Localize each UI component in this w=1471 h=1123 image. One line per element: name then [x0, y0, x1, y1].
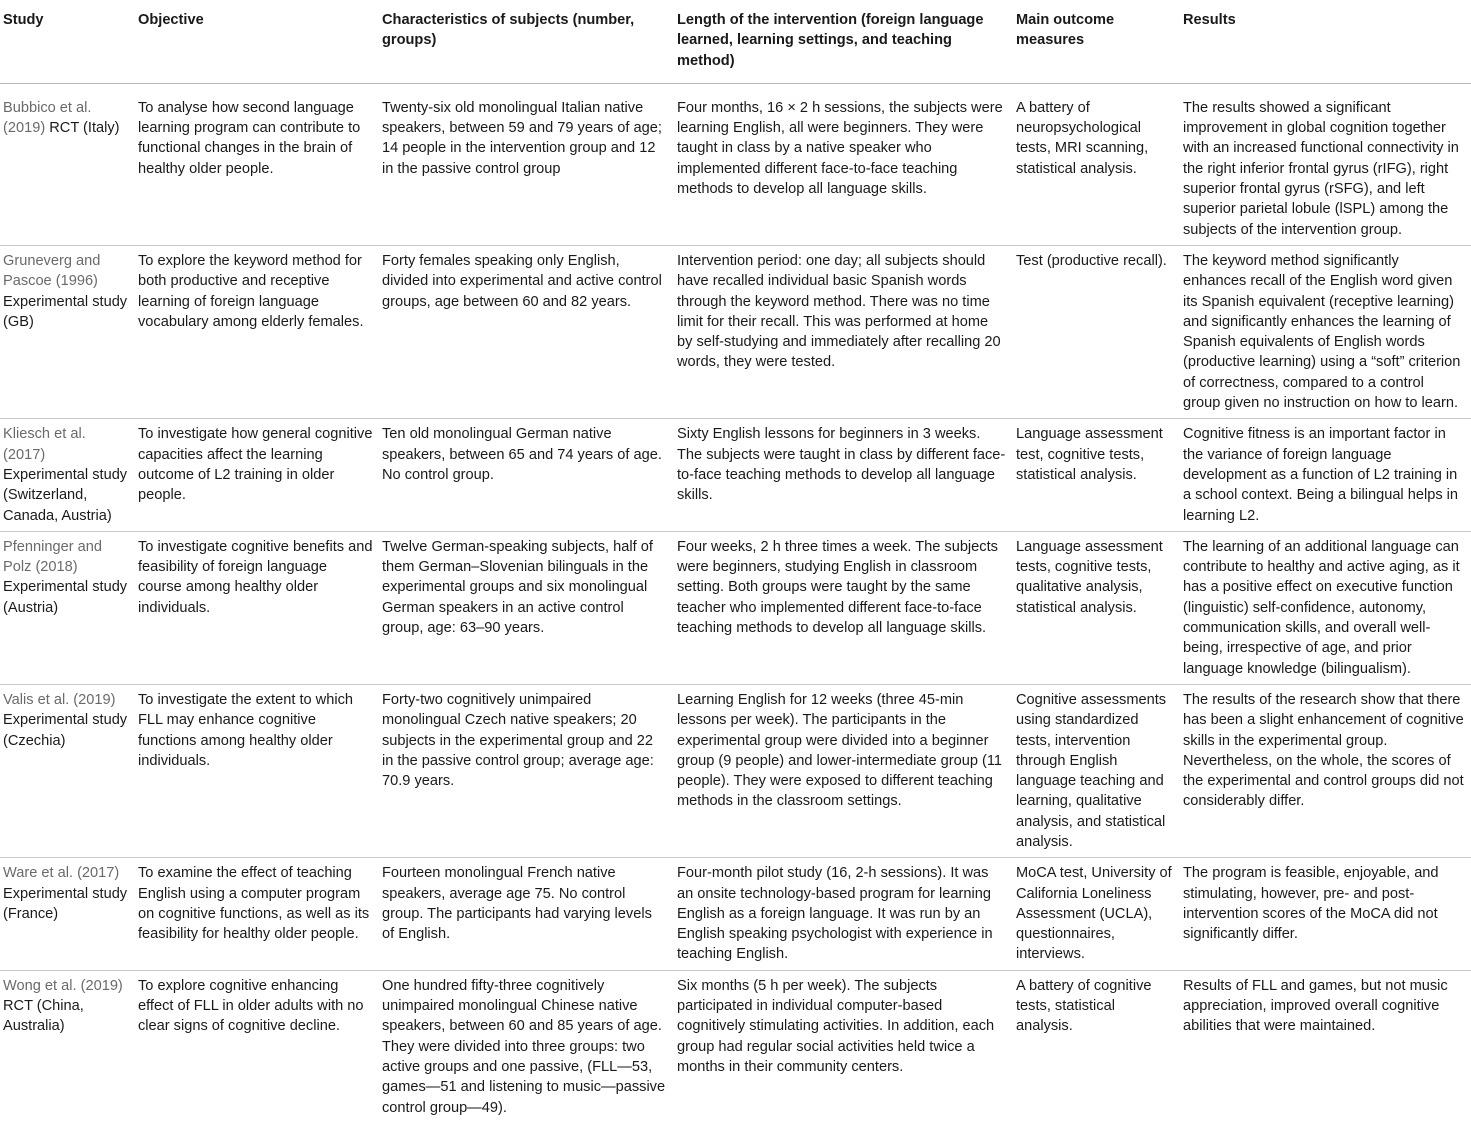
table-row [0, 419, 1471, 531]
cell-results: The results showed a significant improvement in global cognition together with an increased functional connectivity in the right inferior frontal gyrus (rIFG), right superior frontal gyrus (rSFG), and left superior parietal lobule (lSPL) among the subjects of the intervention group. [1180, 83, 1471, 245]
cell-outcome: Language assessment test, cognitive tests, statistical analysis. [1013, 419, 1180, 531]
cell-results: Cognitive fitness is an important factor in the variance of foreign language development as a function of L2 training in a school context. Being a bilingual helps in learning L2. [1180, 419, 1471, 531]
header-outcome: Main outcome measures [1013, 0, 1180, 83]
cell-study [0, 684, 135, 857]
cell-results: The keyword method significantly enhances recall of the English word given its Spanish equivalent (receptive learning) and significantly enhances the learning of Spanish equivalents of English words (productive learning) using a “soft” criterion of correctness, compared to a control group given no instruction on how to learn. [1180, 245, 1471, 418]
study-name: Bubbico et al. (2019) [3, 99, 92, 137]
study-design: Experimental study (Switzerland, Canada, Austria) [3, 466, 128, 524]
study-name: Gruneverg and Pascoe (1996) [3, 252, 101, 290]
cell-intervention: Learning English for 12 weeks (three 45-min lessons per week). The participants in the experimental group were divided into a beginner group (9 people) and lower-intermediate group (11 people). They were exposed to different teaching methods in the classroom settings. [674, 684, 1013, 857]
header-objective: Objective [135, 0, 379, 83]
cell-outcome: Cognitive assessments using standardized tests, intervention through English language teaching and learning, qualitative analysis, and statistical analysis. [1013, 684, 1180, 857]
cell-objective: To investigate cognitive benefits and feasibility of foreign language course among healthy older individuals. [135, 531, 379, 684]
cell-intervention: Intervention period: one day; all subjects should have recalled individual basic Spanish words through the keyword method. There was no time limit for their recall. This was performed at home by self-studying and immediately after recalling 20 words, they were tested. [674, 245, 1013, 418]
study-name: Pfenninger and Polz (2018) [3, 538, 102, 576]
cell-subjects: Forty females speaking only English, divided into experimental and active control groups, age between 60 and 82 years. [379, 245, 674, 418]
cell-outcome: MoCA test, University of California Loneliness Assessment (UCLA), questionnaires, interviews. [1013, 858, 1180, 970]
study-design: Experimental study (GB) [3, 293, 128, 330]
cell-objective: To analyse how second language learning program can contribute to functional changes in the brain of healthy older people. [135, 83, 379, 245]
cell-subjects: Ten old monolingual German native speakers, between 65 and 74 years of age. No control group. [379, 419, 674, 531]
cell-results: The results of the research show that there has been a slight enhancement of cognitive skills in the experimental group. Nevertheless, on the whole, the scores of the experimental and control groups did not considerably differ. [1180, 684, 1471, 857]
table-body [0, 83, 1471, 1122]
cell-study [0, 970, 135, 1123]
cell-study [0, 83, 135, 245]
cell-objective: To investigate how general cognitive capacities affect the learning outcome of L2 training in older people. [135, 419, 379, 531]
table-row [0, 245, 1471, 418]
table-row [0, 83, 1471, 245]
cell-objective: To explore the keyword method for both productive and receptive learning of foreign language vocabulary among elderly females. [135, 245, 379, 418]
cell-results: Results of FLL and games, but not music appreciation, improved overall cognitive abilities that were maintained. [1183, 977, 1448, 1035]
header-results: Results [1180, 0, 1471, 83]
cell-intervention: Six months (5 h per week). The subjects participated in individual computer-based cognitively stimulating activities. In addition, each group had regular social activities held twice a months in their community centers. [677, 977, 995, 1075]
study-design: Experimental study (France) [3, 885, 128, 922]
cell-objective: To explore cognitive enhancing effect of FLL in older adults with no clear signs of cognitive decline. [138, 977, 364, 1035]
header-intervention: Length of the intervention (foreign language learned, learning settings, and teaching method) [674, 0, 1013, 83]
cell-objective: To examine the effect of teaching English using a computer program on cognitive functions, as well as its feasibility for healthy older people. [135, 858, 379, 970]
study-name: Ware et al. (2017) [3, 865, 120, 882]
cell-outcome: Language assessment tests, cognitive tests, qualitative analysis, statistical analysis. [1013, 531, 1180, 684]
cell-intervention: Sixty English lessons for beginners in 3 weeks. The subjects were taught in class by different face-to-face teaching methods to develop all language skills. [674, 419, 1013, 531]
cell-outcome: A battery of neuropsychological tests, MRI scanning, statistical analysis. [1013, 83, 1180, 245]
table-row [0, 684, 1471, 857]
cell-subjects: Twenty-six old monolingual Italian native speakers, between 59 and 79 years of age; 14 people in the intervention group and 12 in the passive control group [379, 83, 674, 245]
cell-study [0, 858, 135, 970]
cell-intervention: Four months, 16 × 2 h sessions, the subjects were learning English, all were beginners. They were taught in class by a native speaker who implemented different face-to-face teaching methods to develop all language skills. [674, 83, 1013, 245]
cell-study [0, 245, 135, 418]
study-name: Valis et al. (2019) [3, 691, 116, 708]
cell-subjects: Forty-two cognitively unimpaired monolingual Czech native speakers; 20 subjects in the experimental group and 22 in the passive control group; average age: 70.9 years. [379, 684, 674, 857]
cell-outcome: A battery of cognitive tests, statistical analysis. [1016, 977, 1152, 1035]
study-name: Kliesch et al. (2017) [3, 426, 86, 463]
study-name: Wong et al. (2019) [3, 977, 123, 994]
header-row [0, 0, 1471, 83]
table-row [0, 531, 1471, 684]
cell-outcome: Test (productive recall). [1013, 245, 1180, 418]
study-design: Experimental study (Austria) [3, 579, 128, 616]
study-design: Experimental study (Czechia) [3, 712, 128, 749]
header-study: Study [0, 0, 135, 83]
table-row [0, 858, 1471, 970]
cell-objective: To investigate the extent to which FLL may enhance cognitive functions among healthy older individuals. [135, 684, 379, 857]
cell-study [0, 419, 135, 531]
table-header [0, 0, 1471, 83]
table-row [0, 970, 1471, 1123]
cell-study [0, 531, 135, 684]
cell-intervention: Four-month pilot study (16, 2-h sessions). It was an onsite technology-based program for learning English as a foreign language. It was run by an English speaking psychologist with experience in teaching English. [674, 858, 1013, 970]
header-subjects: Characteristics of subjects (number, groups) [379, 0, 674, 83]
cell-intervention: Four weeks, 2 h three times a week. The subjects were beginners, studying English in classroom setting. Both groups were taught by the same teacher who implemented different face-to-face teaching methods to develop all language skills. [674, 531, 1013, 684]
cell-subjects: Fourteen monolingual French native speakers, average age 75. No control group. The participants had varying levels of English. [379, 858, 674, 970]
cell-results: The program is feasible, enjoyable, and stimulating, however, pre- and post-intervention scores of the MoCA did not significantly differ. [1180, 858, 1471, 970]
cell-results: The learning of an additional language can contribute to healthy and active aging, as it has a positive effect on executive function (linguistic) self-confidence, autonomy, communication skills, and overall well-being, irrespective of age, and prior language knowledge (bilingualism). [1180, 531, 1471, 684]
cell-subjects: One hundred fifty-three cognitively unimpaired monolingual Chinese native speakers, between 60 and 85 years of age. They were divided into three groups: two active groups and one passive, (FLL—53, games—51 and listening to music—passive control group—49). [382, 977, 666, 1116]
study-design: RCT (China, Australia) [3, 998, 84, 1035]
study-design: RCT (Italy) [49, 120, 120, 137]
cell-subjects: Twelve German-speaking subjects, half of them German–Slovenian bilinguals in the experimental groups and six monolingual German speakers in an active control group, age: 63–90 years. [379, 531, 674, 684]
